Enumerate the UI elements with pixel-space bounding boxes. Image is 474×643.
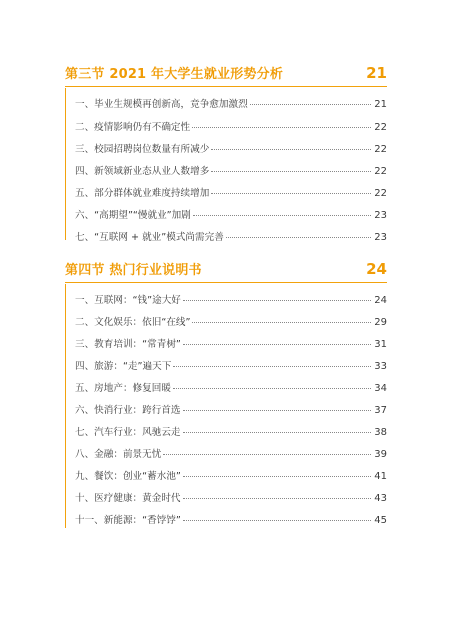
entry-page: 23 — [374, 232, 387, 243]
entry-page: 22 — [374, 144, 387, 155]
entry-title: 七、汽车行业：风驰云走 — [75, 427, 181, 438]
dot-leader — [183, 432, 372, 433]
entry-title: 五、房地产：修复回暖 — [75, 383, 171, 394]
dot-leader — [173, 388, 371, 389]
section-3-side-rule — [65, 88, 66, 240]
toc-entry[interactable] — [75, 468, 387, 484]
dot-leader — [192, 127, 371, 128]
toc-entry[interactable] — [75, 229, 387, 245]
toc-entry[interactable] — [75, 380, 387, 396]
toc-section-3 — [65, 64, 387, 87]
entry-page: 22 — [374, 122, 387, 133]
entry-page: 33 — [374, 361, 387, 372]
dot-leader — [183, 520, 371, 521]
entry-page: 24 — [374, 295, 387, 306]
toc-section-4 — [65, 260, 387, 283]
section-3-title: 第三节 2021 年大学生就业形势分析 — [65, 67, 284, 82]
dot-leader — [211, 171, 371, 172]
entry-title: 二、文化娱乐：依旧“在线” — [75, 317, 191, 328]
dot-leader — [183, 498, 372, 499]
toc-entry[interactable] — [75, 185, 387, 201]
entry-title: 三、教育培训：“常青树” — [75, 339, 181, 350]
toc-entry[interactable] — [75, 358, 387, 374]
toc-entry[interactable] — [75, 314, 387, 330]
section-3-header[interactable] — [65, 64, 387, 87]
dot-leader — [226, 237, 371, 238]
toc-entry[interactable] — [75, 292, 387, 308]
toc-entry[interactable] — [75, 446, 387, 462]
toc-entry[interactable] — [75, 512, 387, 528]
dot-leader — [183, 300, 371, 301]
entry-title: 六、“高期望”“慢就业”加剧 — [75, 210, 191, 221]
dot-leader — [183, 476, 371, 477]
dot-leader — [183, 410, 372, 411]
entry-title: 四、新领域新业态从业人数增多 — [75, 166, 210, 177]
entry-title: 三、校园招聘岗位数量有所减少 — [75, 144, 210, 155]
entry-page: 45 — [374, 515, 387, 526]
entry-title: 十一、新能源：“香饽饽” — [75, 515, 181, 526]
section-4-title: 第四节 热门行业说明书 — [65, 263, 202, 278]
dot-leader — [173, 366, 371, 367]
entry-title: 四、旅游：“走”遍天下 — [75, 361, 172, 372]
entry-page: 22 — [374, 188, 387, 199]
entry-title: 八、金融：前景无忧 — [75, 449, 162, 460]
toc-entry[interactable] — [75, 163, 387, 179]
entry-page: 37 — [374, 405, 387, 416]
toc-entry[interactable] — [75, 402, 387, 418]
toc-entry[interactable] — [75, 336, 387, 352]
dot-leader — [211, 149, 371, 150]
dot-leader — [163, 454, 371, 455]
section-3-page: 21 — [366, 64, 387, 82]
entry-page: 38 — [374, 427, 387, 438]
toc-entry[interactable] — [75, 207, 387, 223]
section-4-header[interactable] — [65, 260, 387, 283]
entry-page: 29 — [374, 317, 387, 328]
section-4-side-rule — [65, 284, 66, 528]
dot-leader — [193, 215, 371, 216]
section-4-page: 24 — [366, 260, 387, 278]
entry-page: 22 — [374, 166, 387, 177]
toc-entry[interactable] — [75, 141, 387, 157]
entry-title: 七、“互联网 + 就业”模式尚需完善 — [75, 232, 224, 243]
entry-page: 23 — [374, 210, 387, 221]
entry-title: 九、餐饮：创业“蓄水池” — [75, 471, 181, 482]
dot-leader — [211, 193, 371, 194]
entry-page: 43 — [374, 493, 387, 504]
toc-entry[interactable] — [75, 490, 387, 506]
entry-title: 六、快消行业：跨行首选 — [75, 405, 181, 416]
entry-title: 一、毕业生规模再创新高，竞争愈加激烈 — [75, 99, 248, 110]
entry-page: 34 — [374, 383, 387, 394]
entry-page: 21 — [374, 99, 387, 110]
dot-leader — [192, 322, 371, 323]
dot-leader — [250, 104, 372, 105]
toc-entry[interactable] — [75, 119, 387, 135]
entry-page: 31 — [374, 339, 387, 350]
entry-title: 十、医疗健康：黄金时代 — [75, 493, 181, 504]
toc-entry[interactable] — [75, 96, 387, 112]
entry-title: 五、部分群体就业难度持续增加 — [75, 188, 210, 199]
entry-title: 二、疫情影响仍有不确定性 — [75, 122, 191, 133]
entry-page: 41 — [374, 471, 387, 482]
dot-leader — [183, 344, 371, 345]
toc-entry[interactable] — [75, 424, 387, 440]
entry-page: 39 — [374, 449, 387, 460]
entry-title: 一、互联网：“钱”途大好 — [75, 295, 181, 306]
